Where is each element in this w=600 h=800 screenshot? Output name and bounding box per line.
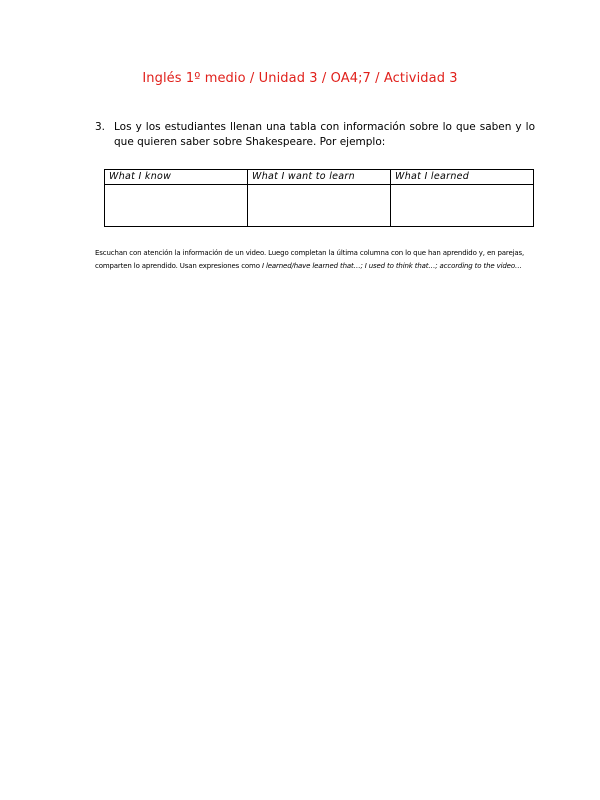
header-what-i-know: What I know xyxy=(105,170,248,185)
note-intro: Escuchan con atención la información de un video. Luego completan la última columna con lo que han aprendido y, en parejas, comparten lo aprendido. Usan expresiones como xyxy=(95,249,525,270)
header-what-i-learned: What I learned xyxy=(391,170,534,185)
activity-text: Los y los estudiantes llenan una tabla con información sobre lo que saben y lo que quieren saber sobre Shakespeare. Por ejemplo: xyxy=(114,121,535,148)
note-expressions: I learned/have learned that…; I used to think that…; according to the video… xyxy=(261,261,522,270)
table-row xyxy=(105,185,534,227)
table-header-row xyxy=(105,170,534,185)
header-what-i-want-to-learn: What I want to learn xyxy=(248,170,391,185)
cell-want-to-learn xyxy=(248,185,391,227)
activity-note xyxy=(95,247,535,272)
activity-number: 3. xyxy=(95,121,106,133)
cell-know xyxy=(105,185,248,227)
activity-item xyxy=(95,120,535,150)
cell-learned xyxy=(391,185,534,227)
page-title: Inglés 1º medio / Unidad 3 / OA4;7 / Actividad 3 xyxy=(142,71,458,86)
kwl-table xyxy=(104,169,534,227)
